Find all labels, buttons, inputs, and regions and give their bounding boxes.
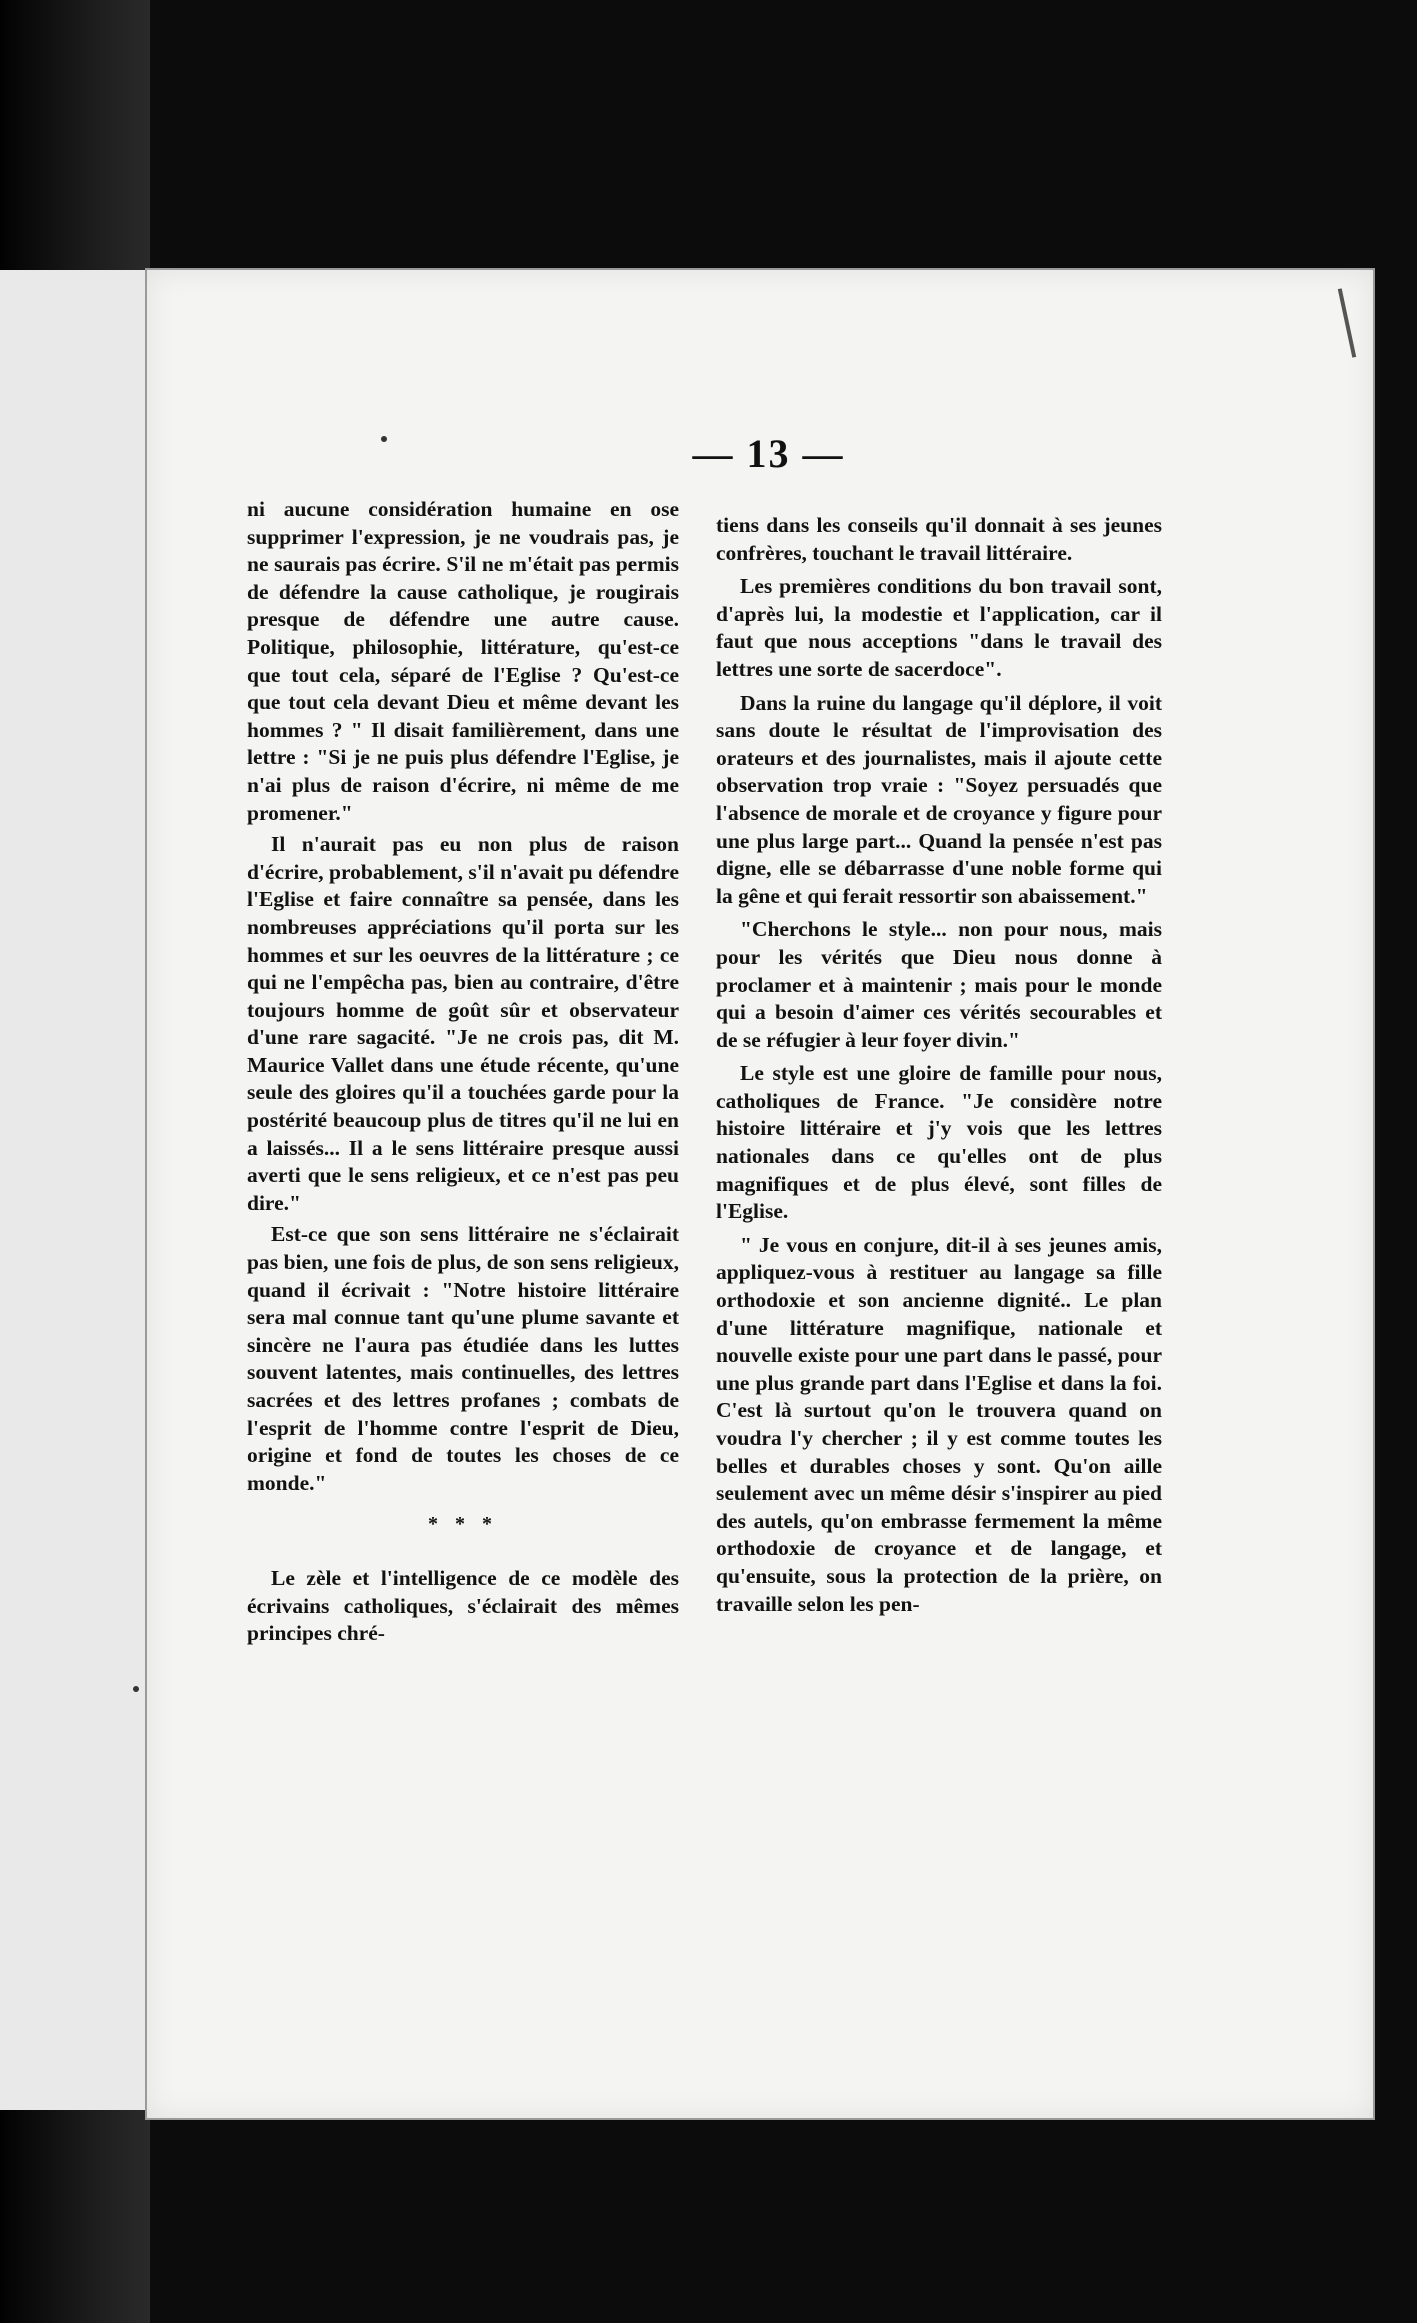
paragraph: Est-ce que son sens littéraire ne s'éclairait pas bien, une fois de plus, de son sens religieux, quand il écrivait : "Notre histoire littéraire sera mal connue tant qu'une plume savante et sincère ne l'aura pas étudiée dans les luttes souvent latentes, mais continuelles, des lettres sacrées et des lettres profanes ; combats de l'esprit de l'homme contre l'esprit de Dieu, origine et fond de toutes les choses de ce monde." (247, 1222, 679, 1495)
paragraph: Le zèle et l'intelligence de ce modèle des écrivains catholiques, s'éclairait des mêmes principes chré- (247, 1565, 679, 1646)
paragraph: Le style est une gloire de famille pour nous, catholiques de France. "Je considère notre histoire littéraire et j'y vois que les lettres nationales dans ce qu'elles ont de plus magnifiques et de plus élevé, sont filles de l'Eglise. (716, 1061, 1162, 1224)
paragraph: Les premières conditions du bon travail sont, d'après lui, la modestie et l'application, car il faut que nous acceptions "dans le travail des lettres une sorte de sacerdoce". (716, 574, 1162, 681)
previous-page-edge (0, 270, 151, 2110)
ink-dot (133, 1686, 139, 1692)
paragraph: tiens dans les conseils qu'il donnait à ses jeunes confrères, touchant le travail littéraire. (716, 513, 1162, 565)
paragraph: Il n'aurait pas eu non plus de raison d'écrire, probablement, s'il n'avait pu défendre l'Eglise et faire connaître sa pensée, dans les nombreuses appréciations qu'il porta sur les hommes et sur les oeuvres de la littérature ; ce qui ne l'empêcha pas, bien au contraire, d'être toujours homme de goût sûr et observateur d'une rare sagacité. "Je ne crois pas, dit M. Maurice Vallet dans une étude récente, qu'une seule des gloires qu'il a touchées garde pour la postérité beaucoup plus de titres qu'il ne lui en a laissés... Il a le sens littéraire presque aussi averti que le sens religieux, et ce n'est pas peu dire." (247, 832, 679, 1215)
section-separator: * * * (428, 1513, 498, 1536)
right-text-column (716, 512, 1162, 1618)
paragraph: Dans la ruine du langage qu'il déplore, il voit sans doute le résultat de l'improvisation des orateurs et des journalistes, mais il ajoute cette observation trop vraie : "Soyez persuadés que l'absence de morale et de croyance y figure pour une plus large part... Quand la pensée n'est pas digne, elle se débarrasse d'une noble forme qui la gêne et qui ferait ressortir son abaissement." (716, 690, 1162, 908)
page-number: — 13 — (692, 431, 845, 476)
paragraph: " Je vous en conjure, dit-il à ses jeunes amis, appliquez-vous à restituer au langage sa fille orthodoxie et son ancienne dignité.. Le plan d'une littérature magnifique, nationale et nouvelle existe pour une part dans le passé, pour une plus grande part dans l'Eglise et dans la foi. C'est là surtout qu'on le trouvera quand on voudra l'y chercher ; il y est comme toutes les belles et durables choses y sont. Qu'on aille seulement avec un même désir s'inspirer au pied des autels, qu'on embrasse fermement la même orthodoxie de croyance et de langage, et qu'ensuite, sous la protection de la prière, on travaille selon les pen- (716, 1232, 1162, 1616)
left-text-column (247, 496, 679, 1648)
paragraph: "Cherchons le style... non pour nous, mais pour les vérités que Dieu nous donne à proclamer et à maintenir ; mais pour le monde qui a besoin d'aimer ces vérités secourables et de se réfugier à leur foyer divin." (716, 917, 1162, 1052)
paragraph: ni aucune considération humaine en ose supprimer l'expression, je ne voudrais pas, je ne saurais pas écrire. S'il ne m'était pas permis de défendre la cause catholique, je rougirais presque de défendre une autre cause. Politique, philosophie, littérature, qu'est-ce que tout cela, séparé de l'Eglise ? Qu'est-ce que tout cela devant Dieu et même devant les hommes ? " Il disait familièrement, dans une lettre : "Si je ne puis plus défendre l'Eglise, je n'ai plus de raison d'écrire, ni même de me promener." (247, 497, 679, 825)
